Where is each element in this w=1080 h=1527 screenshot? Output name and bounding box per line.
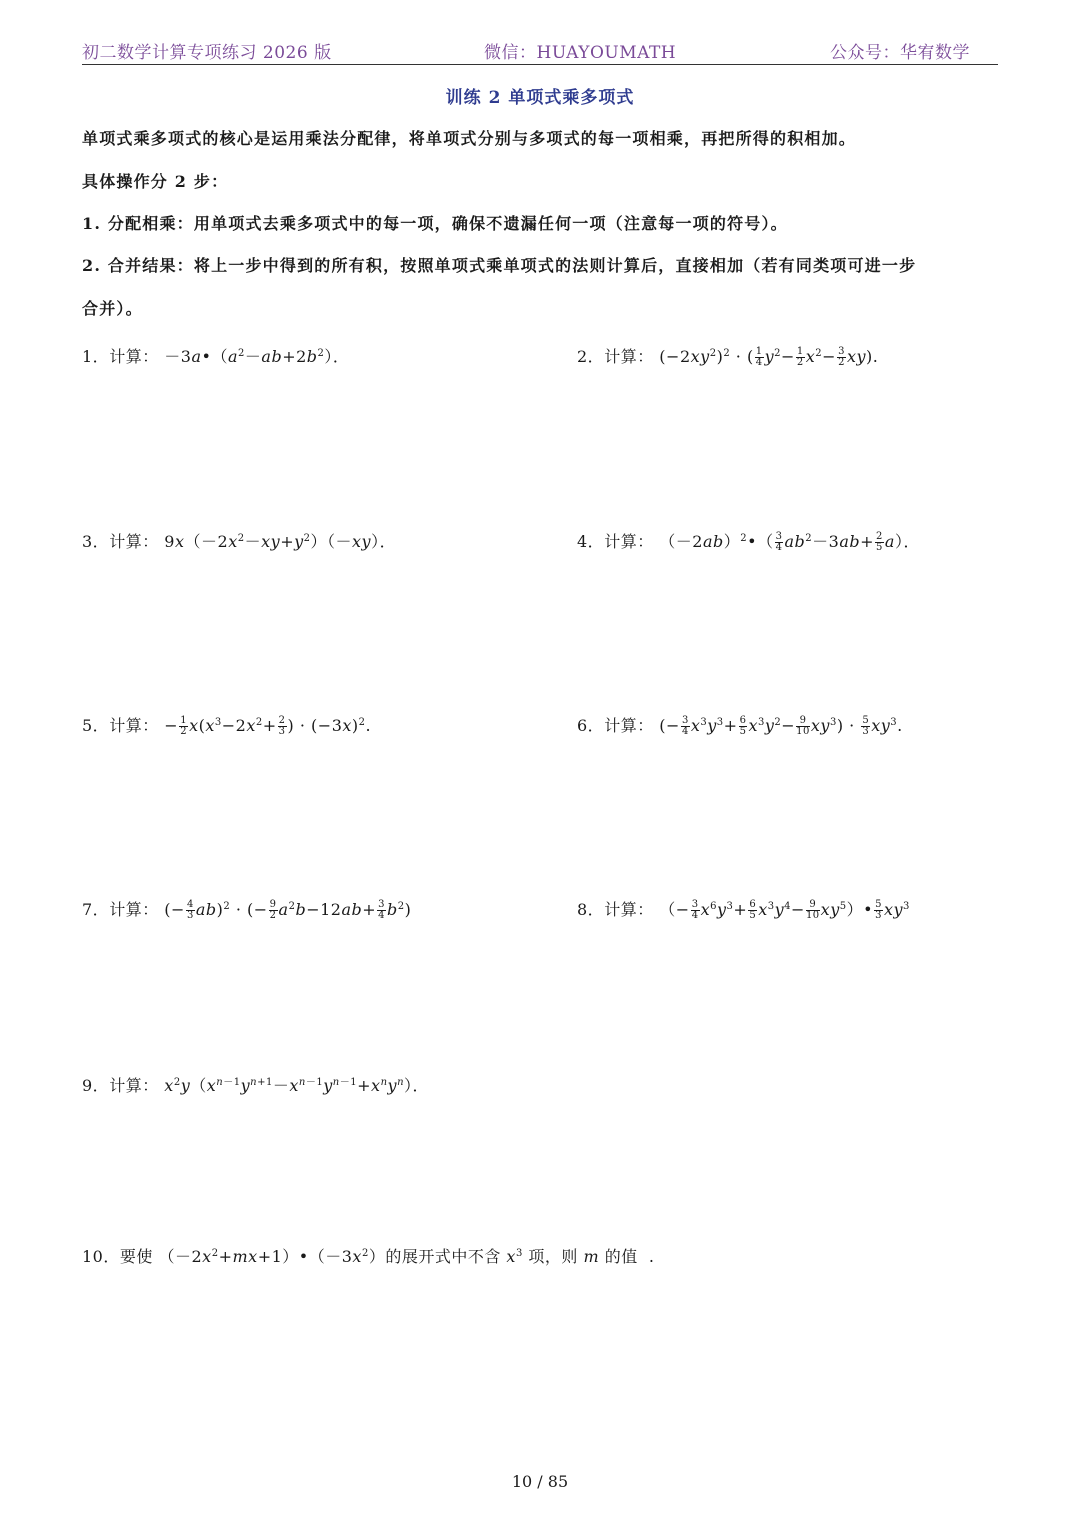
question-number: 9． bbox=[82, 1076, 110, 1095]
question-label: 要使 bbox=[119, 1247, 153, 1266]
question-number: 5． bbox=[82, 716, 110, 735]
question-label: 计算： bbox=[109, 1076, 159, 1095]
page-number: 10 / 85 bbox=[511, 1472, 569, 1491]
question-number: 8． bbox=[577, 900, 605, 919]
intro-paragraph-2: 具体操作分 2 步： bbox=[82, 172, 229, 191]
question-3 bbox=[82, 529, 396, 552]
question-expression: $-3a•(a^2-ab+2b^2)$． bbox=[164, 347, 350, 366]
question-expression: （− $\frac{3}{4}$ $x^6y^3+$ $\frac{6}{5}$ $x^3y^4-$ $\frac{9}{10}$ $xy^5)•$ $\frac{5}{3}$ $xy^3$ bbox=[659, 898, 910, 921]
question-expression: $(-2ab)^2•$（ $\frac{3}{4}$ $ab^2-3ab+$ $\frac{2}{5}$ a）． bbox=[659, 530, 920, 553]
intro-step-2: 2. 合并结果：将上一步中得到的所有积，按照单项式乘单项式的法则计算后，直接相加（若有同类项可进一步 bbox=[82, 256, 917, 275]
question-expression: $9x(-2x^2-xy+y^2)(-xy)$． bbox=[164, 532, 397, 551]
page-title: 训练 2 单项式乘多项式 bbox=[445, 88, 635, 108]
question-expression: $x^2y(x^{n-1}y^{n+1}-x^{n-1}y^{n-1}+x^ny^n)$． bbox=[164, 1076, 430, 1095]
question-2 bbox=[577, 344, 878, 369]
question-label: 计算： bbox=[109, 900, 159, 919]
question-label: 计算： bbox=[604, 716, 654, 735]
header-center: 微信：HUAYOUMATH bbox=[484, 43, 677, 63]
question-4 bbox=[577, 529, 920, 554]
question-label: 计算： bbox=[604, 347, 654, 366]
intro-paragraph-1: 单项式乘多项式的核心是运用乘法分配律，将单项式分别与多项式的每一项相乘，再把所得的积相加。 bbox=[82, 129, 857, 148]
header-right: 公众号：华宥数学 bbox=[830, 43, 970, 63]
header-divider bbox=[82, 64, 998, 65]
question-expression: $(-2xy^2)^2$ · ( $\frac{1}{4}$ $y^2-$ $\frac{1}{2}$ $x^2-$ $\frac{3}{2}$ xy). bbox=[659, 345, 879, 368]
question-label: 计算： bbox=[109, 716, 159, 735]
question-expression: $(-2x^2+mx+1)•(-3x^2)$的展开式中不含 $x^3$ 项，则 m 的值 . bbox=[158, 1247, 655, 1266]
question-number: 3． bbox=[82, 532, 110, 551]
question-10 bbox=[82, 1244, 655, 1267]
question-number: 7． bbox=[82, 900, 110, 919]
question-number: 6． bbox=[577, 716, 605, 735]
question-6 bbox=[577, 713, 903, 738]
question-label: 计算： bbox=[604, 532, 654, 551]
question-8 bbox=[577, 897, 910, 922]
question-number: 10． bbox=[82, 1247, 120, 1266]
question-1 bbox=[82, 344, 349, 367]
intro-step-2-cont: 合并）。 bbox=[82, 299, 143, 318]
question-number: 2． bbox=[577, 347, 605, 366]
question-number: 1． bbox=[82, 347, 110, 366]
question-9 bbox=[82, 1073, 429, 1096]
question-label: 计算： bbox=[604, 900, 654, 919]
question-5 bbox=[82, 713, 371, 738]
question-expression: − $\frac{1}{2}$ $x(x^3-2x^2+$ $\frac{2}{3}$ ) · $(-3x)^2$. bbox=[164, 714, 372, 737]
question-number: 4． bbox=[577, 532, 605, 551]
intro-step-1: 1. 分配相乘：用单项式去乘多项式中的每一项，确保不遗漏任何一项（注意每一项的符号）。 bbox=[82, 214, 788, 233]
question-7 bbox=[82, 897, 411, 922]
question-expression: (− $\frac{3}{4}$ $x^3y^3+$ $\frac{6}{5}$ $x^3y^2-$ $\frac{9}{10}$ $xy^3$) · $\frac{5}{3}$ $xy^3$. bbox=[659, 714, 903, 737]
question-expression: (− $\frac{4}{3}$ ab)$^2$ · (− $\frac{9}{2}$ $a^2b-12ab+$ $\frac{3}{4}$ $b^2$) bbox=[164, 898, 412, 921]
question-label: 计算： bbox=[109, 347, 159, 366]
header-left: 初二数学计算专项练习 2026 版 bbox=[82, 43, 332, 63]
question-label: 计算： bbox=[109, 532, 159, 551]
